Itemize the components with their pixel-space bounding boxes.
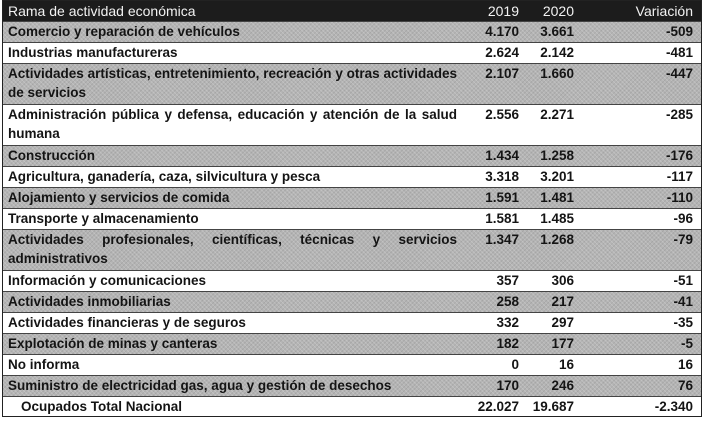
- row-variacion: -176: [665, 148, 693, 163]
- row-2019: 1.591: [485, 190, 519, 205]
- table-row: [3, 312, 701, 333]
- row-rama: Actividades financieras y de seguros: [8, 315, 246, 330]
- row-2019: 2.556: [485, 107, 519, 122]
- row-rama: Administración pública y defensa, educación y atención de la salud humana: [8, 107, 457, 141]
- row-2019: 170: [496, 378, 519, 393]
- row-variacion: -509: [665, 24, 693, 39]
- row-variacion: -285: [665, 107, 693, 122]
- header-rama: Rama de actividad económica: [8, 3, 196, 19]
- row-rama: Actividades profesionales, científicas, técnicas y servicios administrativos: [8, 232, 457, 266]
- header-2020: 2020: [542, 3, 574, 19]
- row-2019: 1.434: [485, 148, 519, 163]
- row-2020: 1.258: [540, 148, 574, 163]
- row-rama: Transporte y almacenamiento: [8, 211, 199, 226]
- row-variacion: -481: [665, 45, 693, 60]
- row-2019: 258: [496, 294, 519, 309]
- total-2019: 22.027: [477, 399, 519, 414]
- row-2020: 217: [551, 294, 574, 309]
- row-rama: Agricultura, ganadería, caza, silvicultura y pesca: [8, 169, 321, 184]
- total-2020: 19.687: [532, 399, 574, 414]
- row-2019: 0: [511, 357, 519, 372]
- row-variacion: -79: [673, 232, 693, 247]
- table-row: [3, 375, 701, 396]
- row-2020: 1.660: [540, 66, 574, 81]
- table-row: [3, 333, 701, 354]
- row-2020: 2.271: [540, 107, 574, 122]
- row-rama: Actividades artísticas, entretenimiento, recreación y otras actividades de servicios: [8, 66, 457, 100]
- table-row: [3, 291, 701, 312]
- total-row: [3, 396, 701, 416]
- table-row: [3, 270, 701, 291]
- row-2020: 1.481: [540, 190, 574, 205]
- header-variacion: Variación: [635, 3, 693, 19]
- row-rama: Alojamiento y servicios de comida: [8, 190, 230, 205]
- row-2019: 182: [496, 336, 519, 351]
- row-2019: 3.318: [485, 169, 519, 184]
- row-2019: 2.107: [485, 66, 519, 81]
- row-2020: 246: [551, 378, 574, 393]
- row-variacion: -110: [666, 190, 693, 205]
- row-variacion: -447: [665, 66, 693, 81]
- table-row: [3, 166, 701, 187]
- table-row: [3, 21, 701, 42]
- row-rama: Construcción: [8, 148, 96, 163]
- row-rama: Actividades inmobiliarias: [8, 294, 171, 309]
- row-rama: Industrias manufactureras: [8, 45, 178, 60]
- row-rama: No informa: [8, 357, 80, 372]
- row-2020: 1.268: [540, 232, 574, 247]
- row-variacion: -35: [673, 315, 693, 330]
- table-row: [3, 187, 701, 208]
- row-variacion: -41: [673, 294, 693, 309]
- row-2020: 3.201: [540, 169, 574, 184]
- table-row: [3, 354, 701, 375]
- total-variacion: -2.340: [654, 399, 693, 414]
- row-2020: 306: [551, 273, 574, 288]
- row-variacion: 76: [677, 378, 693, 393]
- row-rama: Suministro de electricidad gas, agua y gestión de desechos: [8, 378, 392, 393]
- row-2020: 16: [558, 357, 574, 372]
- table-row: [3, 145, 701, 166]
- row-2019: 332: [496, 315, 519, 330]
- row-variacion: -96: [673, 211, 693, 226]
- row-rama: Información y comunicaciones: [8, 273, 207, 288]
- row-2019: 1.347: [485, 232, 519, 247]
- row-variacion: -117: [666, 169, 693, 184]
- row-2019: 1.581: [485, 211, 519, 226]
- table-row: [3, 42, 701, 63]
- row-rama: Comercio y reparación de vehículos: [8, 24, 240, 39]
- table-row: [3, 63, 701, 104]
- row-2019: 2.624: [485, 45, 519, 60]
- table-header: [3, 1, 701, 21]
- table-row: [3, 104, 701, 145]
- row-variacion: -51: [673, 273, 693, 288]
- table-row: [3, 208, 701, 229]
- employment-by-sector-table: [2, 0, 702, 417]
- header-2019: 2019: [487, 3, 519, 19]
- row-variacion: 16: [677, 357, 693, 372]
- row-rama: Explotación de minas y canteras: [8, 336, 218, 351]
- total-rama: Ocupados Total Nacional: [21, 399, 183, 414]
- row-2020: 297: [551, 315, 574, 330]
- row-2019: 4.170: [485, 24, 519, 39]
- row-2020: 2.142: [540, 45, 574, 60]
- row-2020: 1.485: [540, 211, 574, 226]
- row-2020: 177: [551, 336, 574, 351]
- row-variacion: -5: [680, 336, 693, 351]
- row-2020: 3.661: [540, 24, 574, 39]
- table-row: [3, 229, 701, 270]
- row-2019: 357: [496, 273, 519, 288]
